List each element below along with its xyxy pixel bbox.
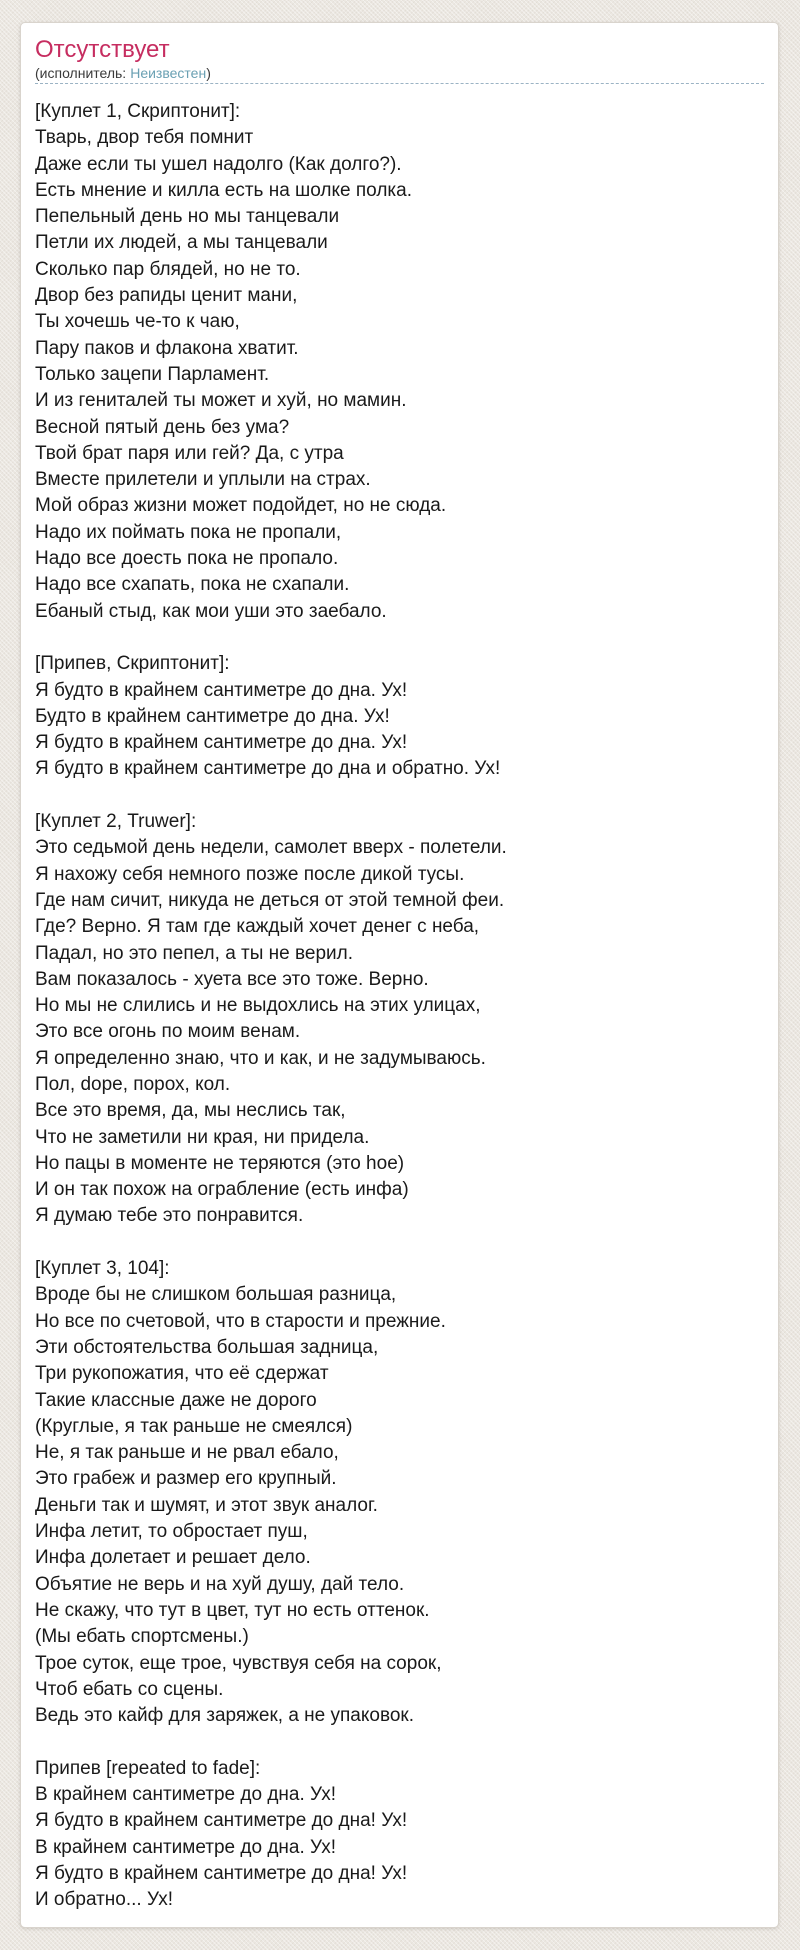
lyric-line: Эти обстоятельства большая задница, bbox=[35, 1336, 379, 1358]
lyric-line: Что не заметили ни края, ни придела. bbox=[35, 1126, 370, 1148]
lyric-line: И он так похож на ограбление (есть инфа) bbox=[35, 1179, 409, 1201]
lyric-line: Падал, но это пепел, а ты не верил. bbox=[35, 942, 354, 964]
lyric-line: Не, я так раньше и не рвал ебало, bbox=[35, 1442, 339, 1464]
lyrics-text bbox=[35, 99, 764, 1913]
lyric-line: Инфа долетает и решает дело. bbox=[35, 1547, 311, 1569]
lyric-line: Петли их людей, а мы танцевали bbox=[35, 232, 328, 254]
lyric-line: Надо их поймать пока не пропали, bbox=[35, 521, 342, 543]
lyric-line: Пепельный день но мы танцевали bbox=[35, 206, 340, 228]
lyric-line: (Мы ебать спортсмены.) bbox=[35, 1626, 249, 1648]
lyric-line: Объятие не верь и на хуй душу, дай тело. bbox=[35, 1573, 405, 1595]
lyric-line: Деньги так и шумят, и этот звук аналог. bbox=[35, 1494, 378, 1516]
page-title: Отсутствует bbox=[35, 36, 170, 63]
lyric-line: Я будто в крайнем сантиметре до дна! Ух! bbox=[35, 1810, 408, 1832]
lyric-line: Я будто в крайнем сантиметре до дна. Ух! bbox=[35, 732, 408, 754]
lyric-line: И обратно... Ух! bbox=[35, 1889, 173, 1911]
lyric-line: Даже если ты ушел надолго (Как долго?). bbox=[35, 153, 402, 175]
lyric-line: Мой образ жизни может подойдет, но не сюда. bbox=[35, 495, 447, 517]
lyric-line: Где? Верно. Я там где каждый хочет денег с неба, bbox=[35, 916, 480, 938]
lyric-line: И из гениталей ты может и хуй, но мамин. bbox=[35, 390, 407, 412]
lyric-line: Три рукопожатия, что её сдержат bbox=[35, 1363, 329, 1385]
lyric-line: Вроде бы не слишком большая разница, bbox=[35, 1284, 397, 1306]
lyric-line: Это грабеж и размер его крупный. bbox=[35, 1468, 337, 1490]
lyric-line: Надо все доесть пока не пропало. bbox=[35, 548, 339, 570]
lyric-line: Ведь это кайф для заряжек, а не упаковок. bbox=[35, 1705, 414, 1727]
lyric-line: Пол, dope, порох, кол. bbox=[35, 1073, 231, 1095]
lyric-line: Сколько пар блядей, но не то. bbox=[35, 258, 301, 280]
lyric-line: В крайнем сантиметре до дна. Ух! bbox=[35, 1784, 337, 1805]
lyric-line: (Круглые, я так раньше не смеялся) bbox=[35, 1415, 353, 1437]
lyric-line: Инфа летит, то обростает пуш, bbox=[35, 1521, 308, 1543]
lyric-section-header: [Куплет 2, Truwer]: bbox=[35, 811, 197, 833]
lyric-line: Я нахожу себя немного позже после дикой тусы. bbox=[35, 863, 465, 885]
lyric-line: Это седьмой день недели, самолет вверх - полетели. bbox=[35, 837, 507, 859]
lyric-line: Где нам сичит, никуда не деться от этой темной феи. bbox=[35, 889, 505, 911]
lyric-line: Но пацы в моменте не теряются (это hoe) bbox=[35, 1152, 405, 1174]
dashed-separator bbox=[35, 82, 764, 84]
lyric-line: Я определенно знаю, что и как, и не задумываюсь. bbox=[35, 1047, 486, 1069]
lyric-line: Пару паков и флакона хватит. bbox=[35, 337, 299, 359]
lyric-line: Ты хочешь че-то к чаю, bbox=[35, 311, 240, 333]
lyric-line: Я будто в крайнем сантиметре до дна. Ух! bbox=[35, 679, 408, 701]
lyric-line bbox=[35, 1729, 764, 1755]
artist-label: (исполнитель: bbox=[35, 65, 127, 81]
lyric-line: Такие классные даже не дорого bbox=[35, 1389, 317, 1411]
lyric-section-header: [Куплет 3, 104]: bbox=[35, 1258, 170, 1280]
lyrics-card bbox=[20, 22, 779, 1928]
artist-line bbox=[35, 65, 764, 81]
lyric-line: Тварь, двор тебя помнит bbox=[35, 127, 254, 149]
lyric-line: Я думаю тебе это понравится. bbox=[35, 1205, 304, 1227]
lyric-line: Чтоб ебать со сцены. bbox=[35, 1678, 224, 1700]
lyric-line: Твой брат паря или гей? Да, с утра bbox=[35, 442, 344, 464]
artist-link[interactable]: Неизвестен bbox=[130, 65, 207, 81]
lyric-section-header: [Куплет 1, Скриптонит]: bbox=[35, 101, 241, 122]
lyric-line: Не скажу, что тут в цвет, тут но есть оттенок. bbox=[35, 1599, 430, 1621]
lyric-line: В крайнем сантиметре до дна. Ух! bbox=[35, 1836, 337, 1858]
lyric-line: Все это время, да, мы неслись так, bbox=[35, 1100, 346, 1122]
lyric-line bbox=[35, 1230, 764, 1256]
lyric-line: Но мы не слились и не выдохлись на этих улицах, bbox=[35, 995, 481, 1017]
lyric-line: Двор без рапиды ценит мани, bbox=[35, 285, 298, 307]
lyric-line: Вам показалось - хуета все это тоже. Верно. bbox=[35, 968, 429, 990]
lyric-section-header: Припев [repeated to fade]: bbox=[35, 1757, 261, 1779]
lyric-line: Вместе прилетели и уплыли на страх. bbox=[35, 469, 371, 491]
lyric-line: Но все по счетовой, что в старости и прежние. bbox=[35, 1310, 446, 1332]
lyric-line: Надо все схапать, пока не схапали. bbox=[35, 574, 350, 596]
lyric-line: Я будто в крайнем сантиметре до дна! Ух! bbox=[35, 1862, 408, 1884]
lyric-line: Ебаный стыд, как мои уши это заебало. bbox=[35, 600, 387, 622]
lyric-line: Это все огонь по моим венам. bbox=[35, 1021, 301, 1043]
lyric-line: Только зацепи Парламент. bbox=[35, 363, 270, 385]
lyric-line bbox=[35, 783, 764, 809]
lyric-line: Я будто в крайнем сантиметре до дна и обратно. Ух! bbox=[35, 758, 501, 780]
lyric-line: Есть мнение и килла есть на шолке полка. bbox=[35, 179, 412, 201]
artist-label-close: ) bbox=[206, 65, 211, 81]
lyric-line: Будто в крайнем сантиметре до дна. Ух! bbox=[35, 705, 390, 727]
lyric-section-header: [Припев, Скриптонит]: bbox=[35, 653, 230, 675]
lyric-line bbox=[35, 625, 764, 651]
lyric-line: Весной пятый день без ума? bbox=[35, 416, 290, 438]
lyric-line: Трое суток, еще трое, чувствуя себя на сорок, bbox=[35, 1652, 442, 1674]
